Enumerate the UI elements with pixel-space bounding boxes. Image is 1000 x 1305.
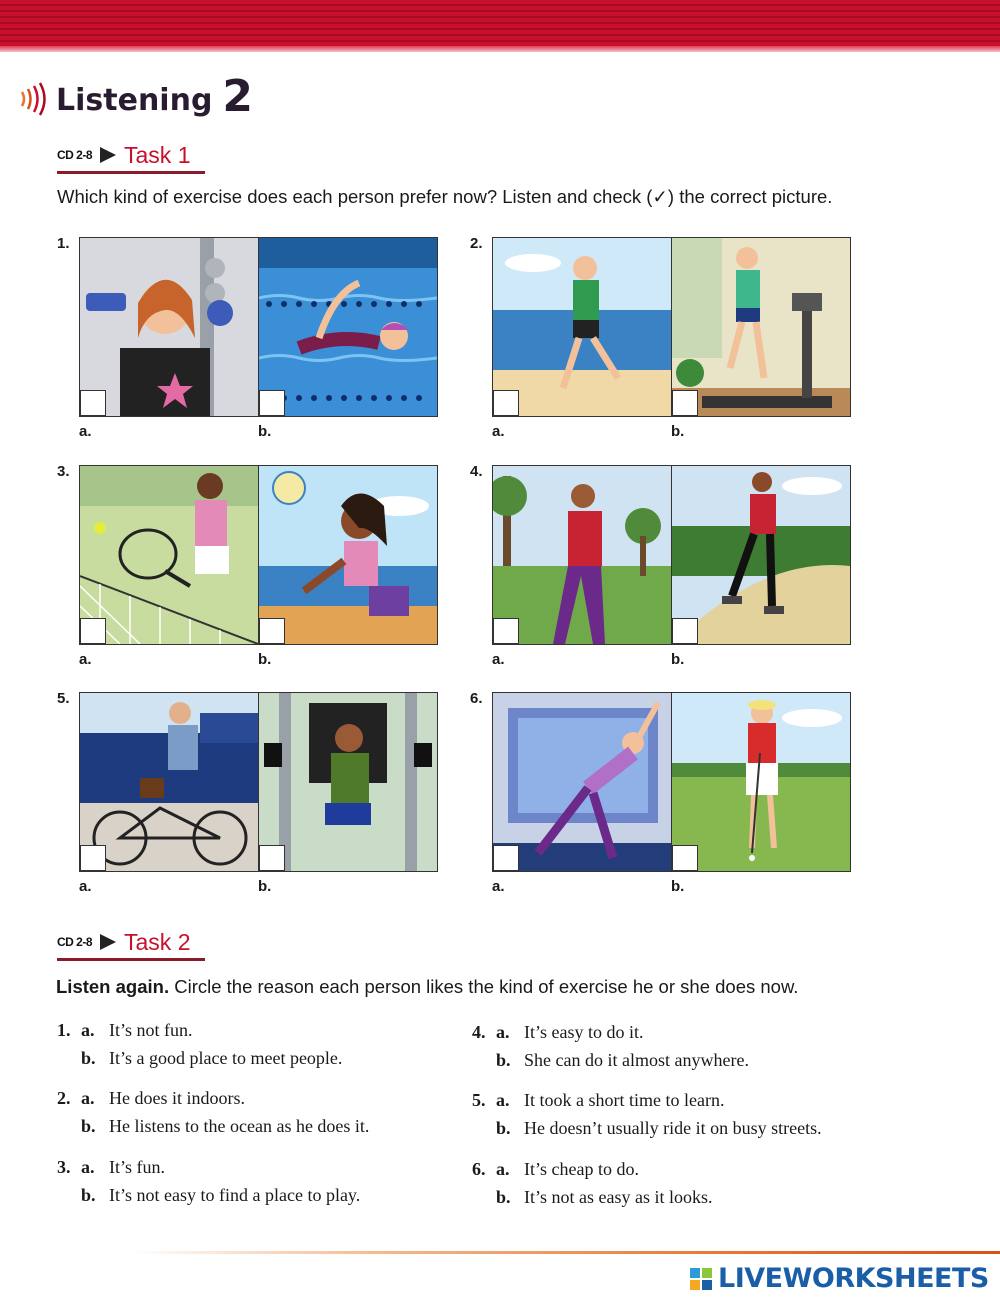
picture-treadmill (671, 237, 851, 417)
liveworksheets-grid-icon (690, 1268, 712, 1290)
answer-option-a[interactable]: It’s fun. (109, 1157, 165, 1177)
answer-option-b[interactable]: He listens to the ocean as he does it. (109, 1116, 370, 1136)
option-label: b. (671, 423, 685, 440)
option-label: a. (492, 878, 505, 895)
option-letter-a: a. (496, 1090, 510, 1110)
option-label: b. (258, 878, 272, 895)
answer-option-b[interactable]: She can do it almost anywhere. (524, 1050, 749, 1070)
sound-waves-icon (18, 82, 48, 116)
answer-option-b[interactable]: It’s not easy to find a place to play. (109, 1185, 361, 1205)
option-letter-a: a. (496, 1022, 510, 1042)
check-box-3a[interactable] (80, 618, 106, 644)
option-letter-a: a. (81, 1020, 95, 1040)
picture-golf (671, 692, 851, 872)
answer-option-b[interactable]: He doesn’t usually ride it on busy streets. (524, 1118, 822, 1138)
question-number: 1. (57, 1020, 71, 1040)
picture-cycling-street (79, 692, 259, 872)
option-label: b. (671, 651, 685, 668)
task1-instruction: Which kind of exercise does each person prefer now? Listen and check (✓) the correct picture. (57, 186, 833, 207)
check-box-5a[interactable] (80, 845, 106, 871)
answer-option-a[interactable]: It took a short time to learn. (524, 1090, 725, 1110)
option-letter-a: a. (81, 1157, 95, 1177)
play-icon (100, 934, 116, 950)
picture-inline-skating (671, 465, 851, 645)
task2-instruction-bold: Listen again. (56, 976, 170, 997)
task1-item-number: 3. (57, 463, 70, 480)
check-box-4b[interactable] (672, 618, 698, 644)
picture-swimming-pool (258, 237, 438, 417)
option-label: b. (258, 651, 272, 668)
answer-option-a[interactable]: It’s not fun. (109, 1020, 193, 1040)
picture-tennis (79, 465, 259, 645)
picture-power-walking (492, 465, 672, 645)
task2-question (472, 1159, 892, 1219)
option-label: b. (258, 423, 272, 440)
task2-question (472, 1090, 892, 1150)
picture-beach-volleyball (258, 465, 438, 645)
check-box-6b[interactable] (672, 845, 698, 871)
check-box-4a[interactable] (493, 618, 519, 644)
picture-weights-gym (79, 237, 259, 417)
task2-instruction-text: Circle the reason each person likes the kind of exercise he or she does now. (169, 976, 799, 997)
task2-question (57, 1088, 477, 1148)
task1-underline (57, 171, 205, 174)
option-letter-b: b. (496, 1187, 511, 1207)
task2-question (57, 1020, 477, 1080)
option-label: b. (671, 878, 685, 895)
answer-option-b[interactable]: It’s a good place to meet people. (109, 1048, 343, 1068)
picture-gym-machine (258, 692, 438, 872)
option-letter-a: a. (81, 1088, 95, 1108)
option-letter-b: b. (496, 1050, 511, 1070)
heading-title: Listening (56, 83, 213, 118)
question-number: 5. (472, 1090, 486, 1110)
task2-header (57, 929, 191, 955)
top-decorative-band (0, 0, 1000, 52)
check-box-1b[interactable] (259, 390, 285, 416)
section-heading (18, 71, 254, 122)
task2-question (472, 1022, 892, 1082)
option-letter-b: b. (81, 1048, 96, 1068)
check-box-1a[interactable] (80, 390, 106, 416)
task2-instruction (56, 976, 798, 998)
question-number: 6. (472, 1159, 486, 1179)
task1-item-number: 1. (57, 235, 70, 252)
option-letter-b: b. (81, 1185, 96, 1205)
cd-track-label: CD 2-8 (57, 935, 93, 949)
check-box-5b[interactable] (259, 845, 285, 871)
check-box-2a[interactable] (493, 390, 519, 416)
answer-option-a[interactable]: It’s easy to do it. (524, 1022, 644, 1042)
option-label: a. (79, 423, 92, 440)
option-letter-b: b. (496, 1118, 511, 1138)
option-letter-a: a. (496, 1159, 510, 1179)
picture-beach-jogging (492, 237, 672, 417)
cd-track-label: CD 2-8 (57, 148, 93, 162)
option-letter-b: b. (81, 1116, 96, 1136)
question-number: 3. (57, 1157, 71, 1177)
task1-item-number: 2. (470, 235, 483, 252)
picture-stretching (492, 692, 672, 872)
check-box-2b[interactable] (672, 390, 698, 416)
task1-header (57, 142, 191, 168)
answer-option-a[interactable]: It’s cheap to do. (524, 1159, 639, 1179)
liveworksheets-logo (690, 1263, 989, 1294)
task1-item-number: 6. (470, 690, 483, 707)
option-label: a. (79, 651, 92, 668)
task2-title: Task 2 (124, 929, 191, 955)
task1-title: Task 1 (124, 142, 191, 168)
task1-item-number: 4. (470, 463, 483, 480)
task1-item-number: 5. (57, 690, 70, 707)
check-box-3b[interactable] (259, 618, 285, 644)
footer-divider (130, 1251, 1000, 1254)
logo-text: LIVEWORKSHEETS (718, 1263, 989, 1294)
answer-option-b[interactable]: It’s not as easy as it looks. (524, 1187, 713, 1207)
option-label: a. (79, 878, 92, 895)
task2-question (57, 1157, 477, 1217)
check-box-6a[interactable] (493, 845, 519, 871)
question-number: 2. (57, 1088, 71, 1108)
heading-number: 2 (222, 71, 254, 122)
option-label: a. (492, 651, 505, 668)
answer-option-a[interactable]: He does it indoors. (109, 1088, 245, 1108)
question-number: 4. (472, 1022, 486, 1042)
option-label: a. (492, 423, 505, 440)
task2-underline (57, 958, 205, 961)
play-icon (100, 147, 116, 163)
